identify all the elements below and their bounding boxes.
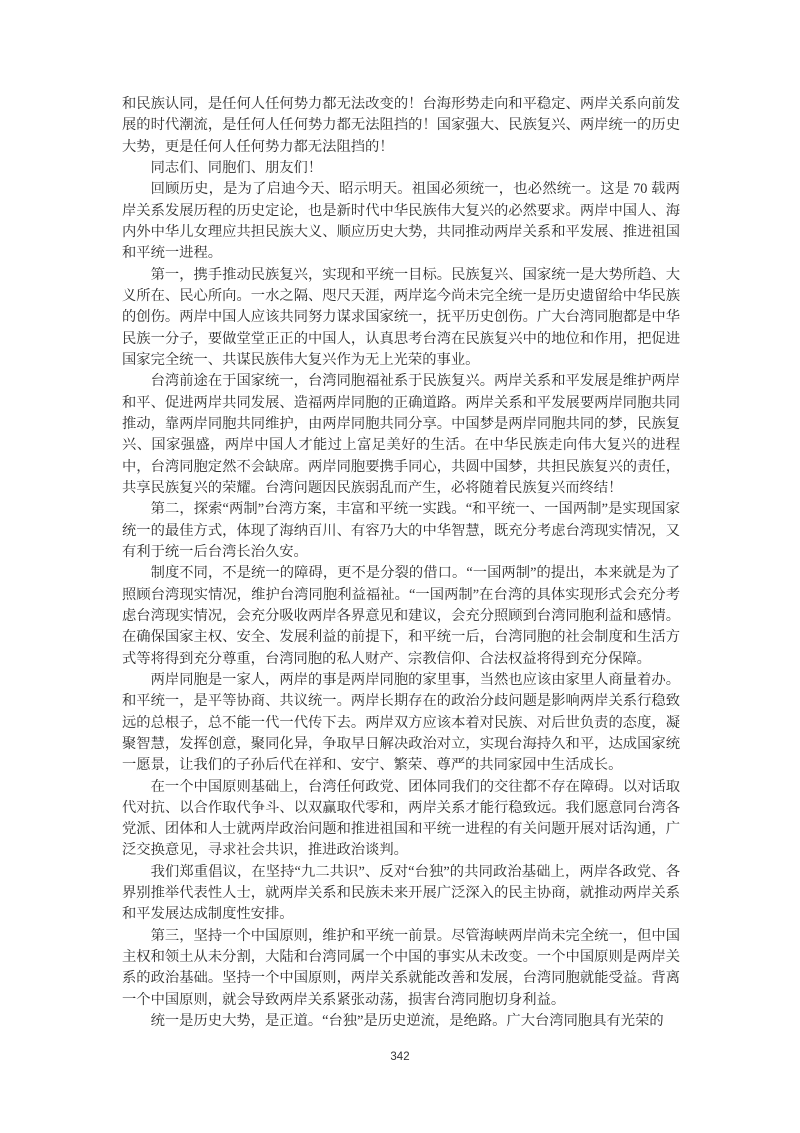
paragraph: 两岸同胞是一家人，两岸的事是两岸同胞的家里事，当然也应该由家里人商量着办。和平统一，是平等协商、共议统一。两岸长期存在的政治分歧问题是影响两岸关系行稳致远的总根子，总不能一代一代传下去。两岸双方应该本着对民族、对后世负责的态度，凝聚智慧，发挥创意，聚同化异，争取早日解决政治对立，实现台海持久和平，达成国家统一愿景，让我们的子孙后代在祥和、安宁、繁荣、尊严的共同家园中生活成长。: [122, 671, 680, 774]
paragraph: 统一是历史大势，是正道。“台独”是历史逆流，是绝路。广大台湾同胞具有光荣的: [150, 1013, 664, 1030]
paragraph: 在一个中国原则基础上，台湾任何政党、团体同我们的交往都不存在障碍。以对话取代对抗、以合作取代争斗、以双赢取代零和，两岸关系才能行稳致远。我们愿意同台湾各党派、团体和人士就两岸政治问题和推进祖国和平统一进程的有关问题开展对话沟通，广泛交换意见，寻求社会共识，推进政治谈判。: [122, 778, 680, 859]
paragraph: 台湾前途在于国家统一，台湾同胞福祉系于民族复兴。两岸关系和平发展是维护两岸和平、促进两岸共同发展、造福两岸同胞的正确道路。两岸关系和平发展要两岸同胞共同推动，靠两岸同胞共同维护，由两岸同胞共同分享。中国梦是两岸同胞共同的梦，民族复兴、国家强盛，两岸中国人才能过上富足美好的生活。在中华民族走向伟大复兴的进程中，台湾同胞定然不会缺席。两岸同胞要携手同心，共圆中国梦，共担民族复兴的责任，共享民族复兴的荣耀。台湾问题因民族弱乱而产生，必将随着民族复兴而终结！: [122, 373, 680, 496]
paragraph: 第一，携手推动民族复兴，实现和平统一目标。民族复兴、国家统一是大势所趋、大义所在、民心所向。一水之隔、咫尺天涯，两岸迄今尚未完全统一是历史遗留给中华民族的创伤。两岸中国人应该共同努力谋求国家统一，抚平历史创伤。广大台湾同胞都是中华民族一分子，要做堂堂正正的中国人，认真思考台湾在民族复兴中的地位和作用，把促进国家完全统一、共谋民族伟大复兴作为无上光荣的事业。: [122, 266, 680, 368]
paragraph: 同志们、同胞们、朋友们！: [150, 159, 323, 176]
paragraph: 回顾历史，是为了启迪今天、昭示明天。祖国必须统一，也必然统一。这是 70 载两岸关系发展历程的历史定论，也是新时代中华民族伟大复兴的必然要求。两岸中国人、海内外中华儿女理应共担民族大义、顺应历史大势，共同推动两岸关系和平发展、推进祖国和平统一进程。: [122, 181, 680, 262]
paragraph: 和民族认同，是任何人任何势力都无法改变的！台海形势走向和平稳定、两岸关系向前发展的时代潮流，是任何人任何势力都无法阻挡的！国家强大、民族复兴、两岸统一的历史大势，更是任何人任何势力都无法阻挡的！: [122, 96, 680, 155]
paragraph: 第二，探索“两制”台湾方案，丰富和平统一实践。“和平统一、一国两制”是实现国家统一的最佳方式，体现了海纳百川、有容乃大的中华智慧，既充分考虑台湾现实情况，又有利于统一后台湾长治久安。: [122, 501, 680, 560]
document-body: [122, 94, 680, 1032]
page-number: 342: [390, 1051, 410, 1063]
paragraph: 我们郑重倡议，在坚持“九二共识”、反对“台独”的共同政治基础上，两岸各政党、各界别推举代表性人士，就两岸关系和民族未来开展广泛深入的民主协商，就推动两岸关系和平发展达成制度性安排。: [122, 863, 680, 923]
paragraph: 制度不同，不是统一的障碍，更不是分裂的借口。“一国两制”的提出，本来就是为了照顾台湾现实情况，维护台湾同胞利益福祉。“一国两制”在台湾的具体实现形式会充分考虑台湾现实情况，会充分吸收两岸各界意见和建议，会充分照顾到台湾同胞利益和感情。在确保国家主权、安全、发展利益的前提下，和平统一后，台湾同胞的社会制度和生活方式等将得到充分尊重，台湾同胞的私人财产、宗教信仰、合法权益将得到充分保障。: [122, 565, 680, 667]
paragraph: 第三，坚持一个中国原则，维护和平统一前景。尽管海峡两岸尚未完全统一，但中国主权和领土从未分割，大陆和台湾同属一个中国的事实从未改变。一个中国原则是两岸关系的政治基础。坚持一个中国原则，两岸关系就能改善和发展，台湾同胞就能受益。背离一个中国原则，就会导致两岸关系紧张动荡，损害台湾同胞切身利益。: [122, 927, 680, 1008]
